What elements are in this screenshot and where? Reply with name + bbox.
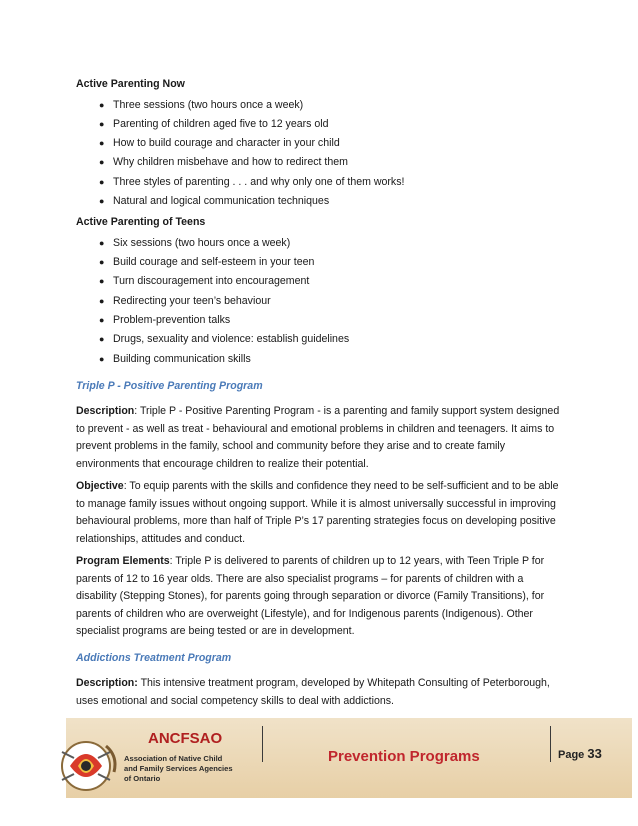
bullet-icon: ● (99, 257, 105, 268)
list-item: ● Turn discouragement into encouragement (99, 272, 564, 291)
bullet-icon: ● (99, 334, 105, 345)
list-item: ● Why children misbehave and how to redirect them (99, 153, 564, 172)
bullet-icon: ● (99, 195, 105, 206)
footer-divider (550, 726, 551, 762)
org-name: ANCFSAO (148, 730, 223, 747)
description-text: This intensive treatment program, developed by Whitepath Consulting of Peterborough, uses emotional and social competency skills to deal with addictions. (76, 677, 550, 707)
list-item: ● Six sessions (two hours once a week) (99, 234, 564, 253)
list-item: ● Redirecting your teen’s behaviour (99, 292, 564, 311)
bullet-icon: ● (99, 353, 105, 364)
program-elements-label: Program Elements (76, 555, 170, 568)
bullet-icon: ● (99, 118, 105, 129)
objective-label: Objective (76, 480, 124, 493)
triple-p-program-elements (76, 553, 564, 641)
page-footer (66, 718, 632, 798)
page-number (558, 746, 602, 761)
bullet-icon: ● (99, 176, 105, 187)
triple-p-objective (76, 478, 564, 548)
list-item: ● Build courage and self-esteem in your teen (99, 253, 564, 272)
addictions-description (76, 675, 564, 710)
bullet-list-active-parenting-teens (76, 234, 564, 369)
page-number-value: 33 (587, 746, 602, 761)
page-content (76, 76, 564, 715)
list-item: ● Three styles of parenting . . . and why only one of them works! (99, 173, 564, 192)
section-title-active-parenting-now: Active Parenting Now (76, 78, 185, 90)
description-text: : Triple P - Positive Parenting Program - is a parenting and family support system designed to prevent - as well as treat - behavioural and emotional problems in children and teenagers. It aims to prevent problems in the family, school and community before they arise and to create family environments that encourage children to realize their potential. (76, 405, 560, 470)
bullet-icon: ● (99, 276, 105, 287)
footer-divider (262, 726, 263, 762)
list-item: ● How to build courage and character in your child (99, 134, 564, 153)
footer-section-title: Prevention Programs (328, 748, 480, 765)
list-item: ● Drugs, sexuality and violence: establish guidelines (99, 330, 564, 349)
bullet-icon: ● (99, 99, 105, 110)
list-item: ● Building communication skills (99, 350, 564, 369)
heading-addictions-treatment: Addictions Treatment Program (76, 651, 232, 664)
triple-p-description (76, 403, 564, 473)
description-label: Description (76, 405, 135, 418)
program-elements-text: : Triple P is delivered to parents of children up to 12 years, with Teen Triple P for parents of 12 to 16 year olds. There are also specialist programs – for parents of children with a disability (Stepping Stones), for parents going through separation or divorce (Family Transitions), for parents of children who are overweight (Lifestyle), and for Indigenous parents (Indigenous). Other specialist programs are being tested or are in development. (76, 555, 545, 638)
heading-triple-p: Triple P - Positive Parenting Program (76, 379, 263, 392)
bullet-icon: ● (99, 314, 105, 325)
description-label: Description: (76, 677, 138, 690)
list-item: ● Parenting of children aged five to 12 years old (99, 115, 564, 134)
bullet-icon: ● (99, 237, 105, 248)
list-item: ● Three sessions (two hours once a week) (99, 96, 564, 115)
footer-org-block (66, 718, 263, 798)
bullet-icon: ● (99, 138, 105, 149)
objective-text: : To equip parents with the skills and confidence they need to be self-sufficient and to be able to manage family issues without ongoing support. While it is almost universally successful in improving behavioural problems, more than half of Triple P’s 17 parenting strategies focus on developing positive relationships, attitudes and conduct. (76, 480, 559, 545)
list-item: ● Natural and logical communication techniques (99, 192, 564, 211)
bullet-list-active-parenting-now (76, 96, 564, 212)
section-title-active-parenting-teens: Active Parenting of Teens (76, 216, 206, 229)
page-label: Page (558, 749, 585, 761)
bullet-icon: ● (99, 157, 105, 168)
list-item: ● Problem-prevention talks (99, 311, 564, 330)
ancfsao-logo-icon (56, 732, 124, 798)
org-full-name: Association of Native Child and Family Services Agencies of Ontario (124, 754, 233, 783)
bullet-icon: ● (99, 295, 105, 306)
